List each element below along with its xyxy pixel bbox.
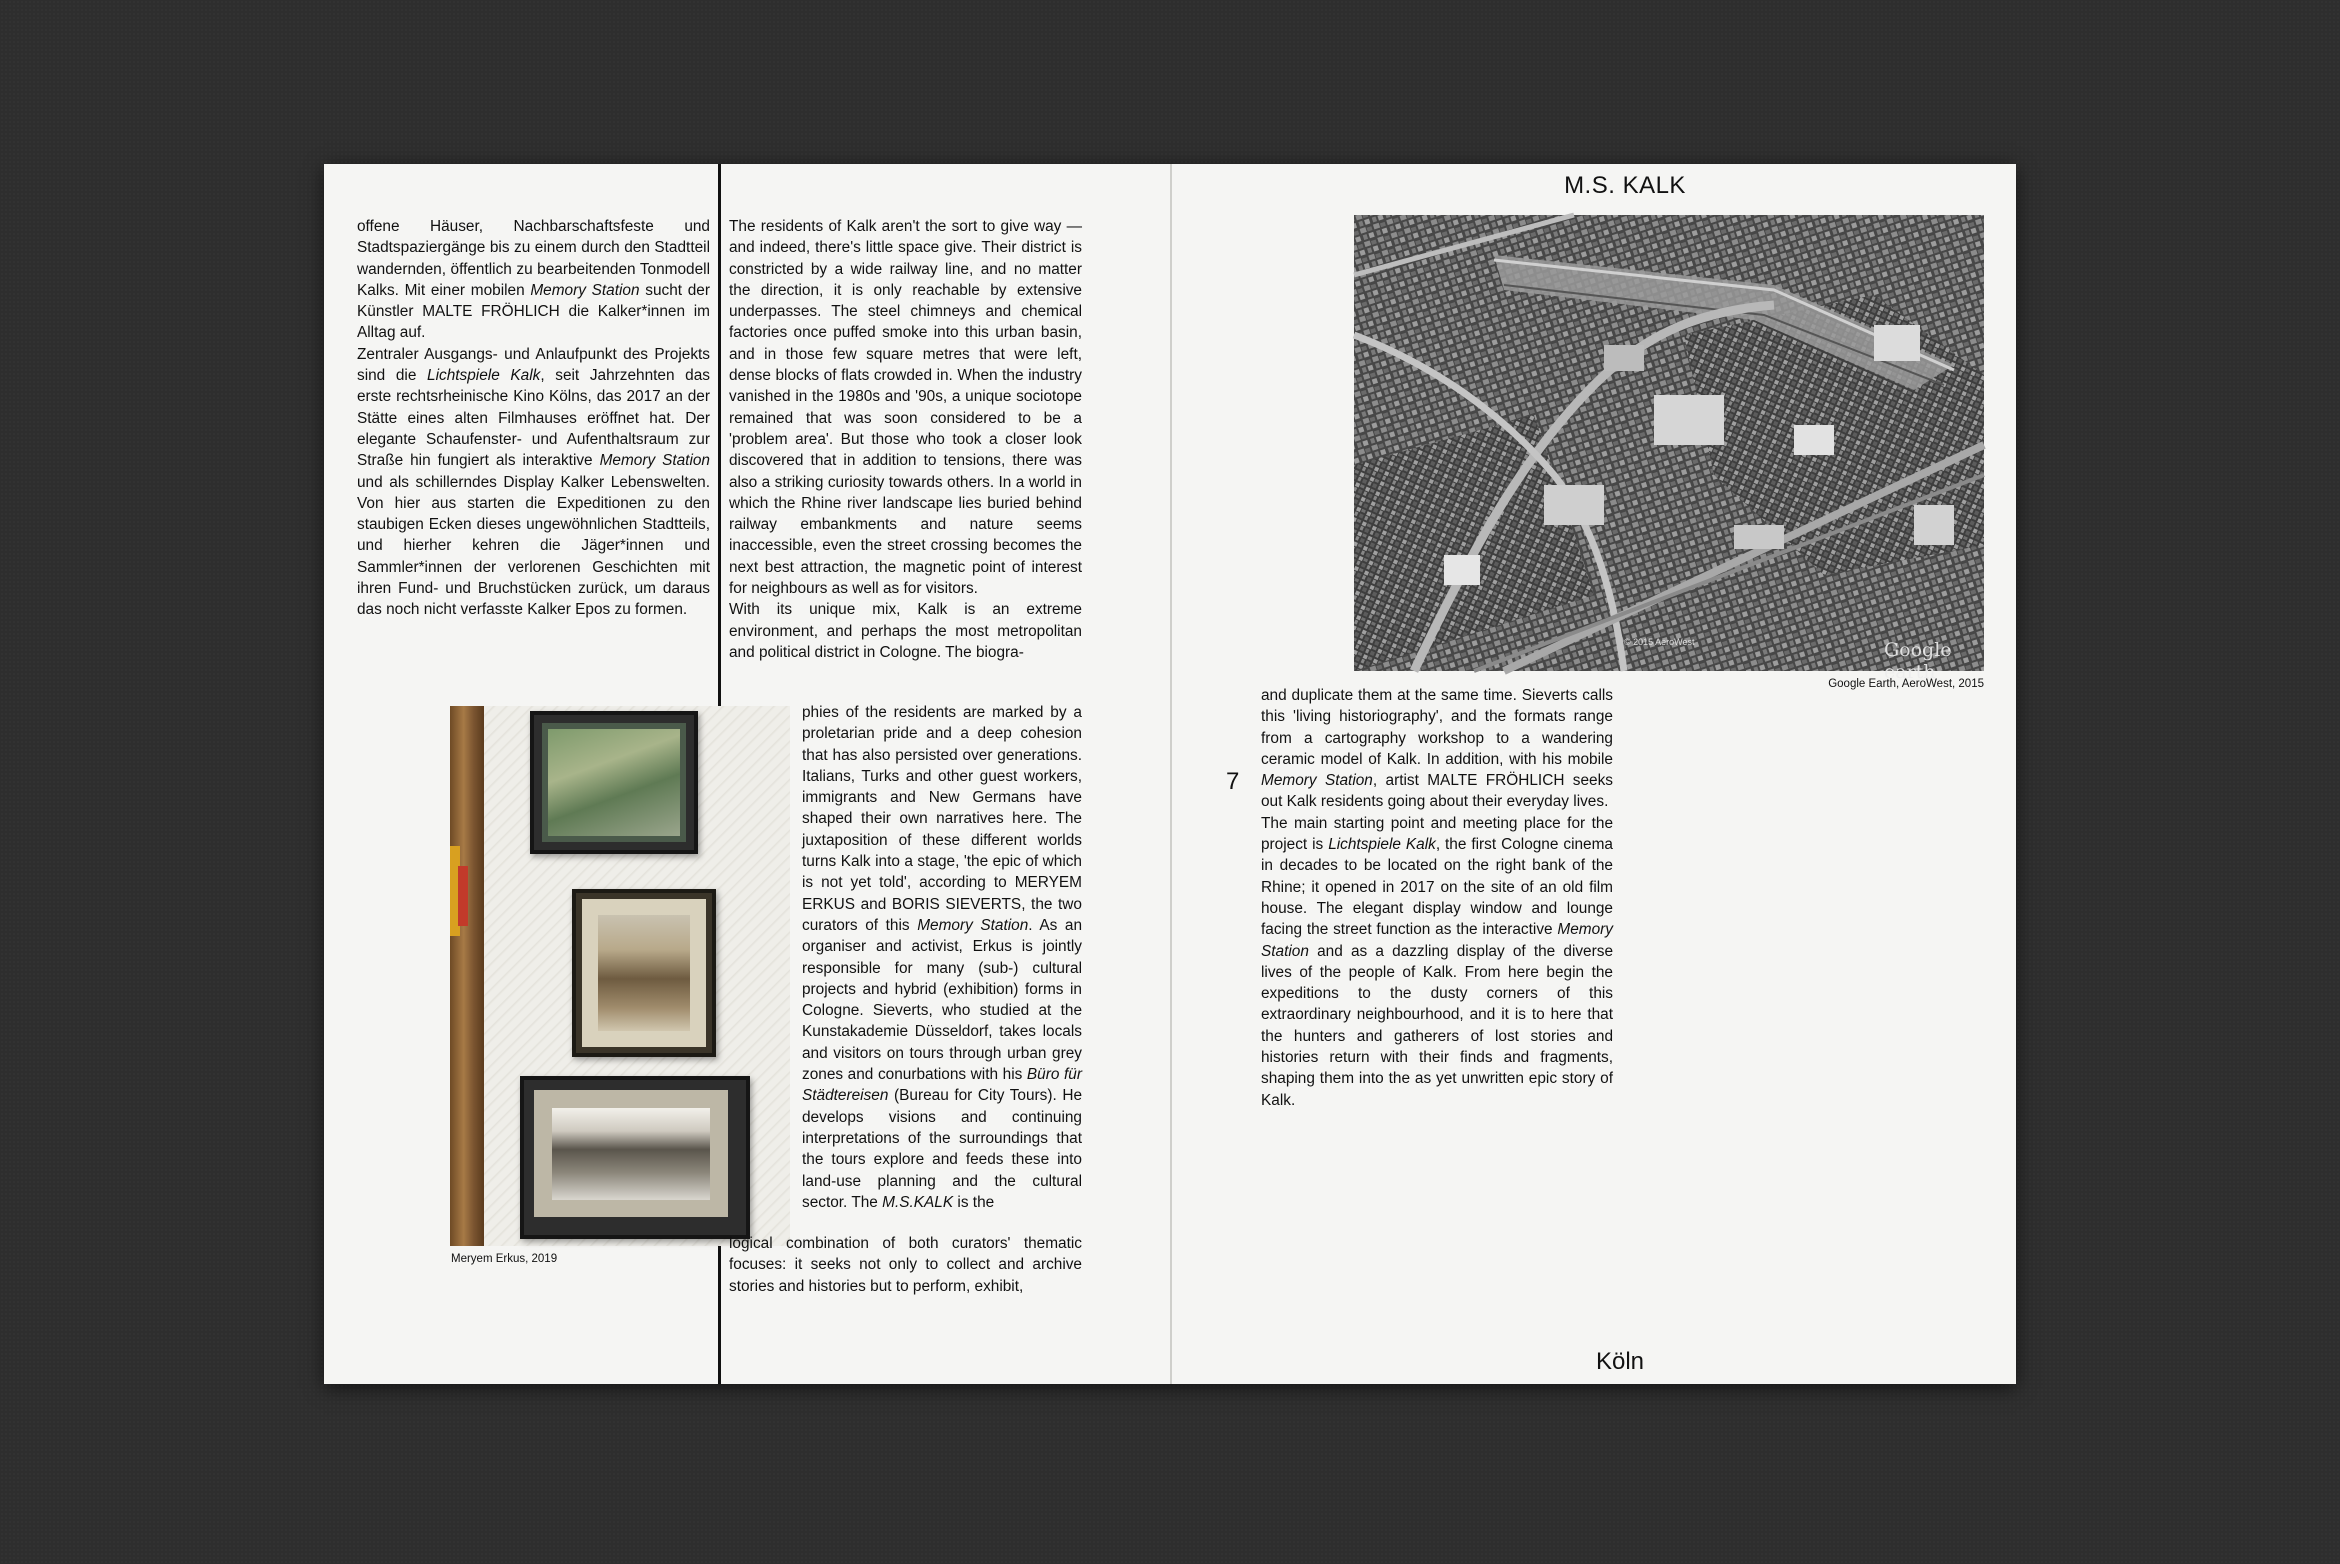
german-text-column [357, 216, 710, 621]
picture-frame-top [530, 711, 698, 854]
english-text-column-top [729, 216, 1082, 663]
german-paragraph-1: offene Häuser, Nachbarschaftsfeste und Stadtspaziergänge bis zu einem durch den Stadtteil wandernden, öffentlich zu bearbeitenden Tonmodell Kalks. Mit einer mobilen Memory Station sucht der Künstler MALTE FRÖHLICH die Kalker*innen im Alltag auf. [357, 218, 710, 342]
english-paragraph-2-wrap: phies of the residents are marked by a proletarian pride and a deep cohesion that has also persisted over generations. Italians, Turks and other guest workers, immigrants and New Germans have shaped their own narratives here. The juxtaposition of these different worlds turns Kalk into a stage, 'the epic of which is not yet told', according to MERYEM ERKUS and BORIS SIEVERTS, the two curators of this Memory Station. As an organiser and activist, Erkus is jointly responsible for many (sub-) cultural projects and hybrid (exhibition) forms in Cologne. Sieverts, who studied at the Kunstakademie Düsseldorf, takes locals and visitors on tours through urban grey zones and conurbations with his Büro für Städtereisen (Bureau for City Tours). He develops visions and continuing interpretations of the surroundings that the tours explore and feeds these into land-use planning and the cultural sector. The M.S.KALK is the [802, 704, 1083, 1211]
english-paragraph-1: The residents of Kalk aren't the sort to give way — and indeed, there's little space give. Their district is constricted by a wide railway line, and no matter the direction, it is only reachable by extensive underpasses. The steel chimneys and chemical factories once puffed smoke into this urban basin, and in those few square metres that were left, dense blocks of flats crowded in. When the industry vanished in the 1980s and '90s, a unique sociotope remained that was soon considered to be a 'problem area'. But those who took a closer look discovered that in addition to tensions, there was also a striking curiosity towards others. In a world in which the Rhine river landscape lies buried behind railway embankments and nature seems inaccessible, even the street crossing becomes the next best attraction, the magnetic point of interest for neighbours as well as for visitors. [729, 218, 1082, 598]
map-watermark: Google earth [1884, 639, 1952, 683]
aerial-map-drawing [1354, 215, 1984, 671]
map-watermark-small: © 2015 AeroWest [1624, 637, 1695, 647]
page-gutter [1170, 164, 1172, 1384]
english-paragraph-2-end: logical combination of both curators' thematic focuses: it seeks not only to collect and archive stories and histories but to perform, exhibit, [729, 1235, 1082, 1295]
picture-frame-middle [572, 889, 716, 1057]
english-text-column-wrap [802, 702, 1082, 1213]
page-number: 7 [1226, 768, 1240, 795]
aerial-photo-kalk [1354, 215, 1984, 683]
english-right-paragraph-2: The main starting point and meeting place for the project is Lichtspiele Kalk, the first Cologne cinema in decades to be located on the right bank of the Rhine; it opened in 2017 on the site of an old film house. The elegant display window and lounge facing the street function as the interactive Memory Station and as a dazzling display of the diverse lives of the people of Kalk. From here begin the expeditions to the dusty corners of this extraordinary neighbourhood, and it is to here that the hunters and gatherers of lost stories and histories return with their finds and fragments, shaping them into the as yet unwritten epic story of Kalk. [1261, 814, 1613, 1109]
english-text-column-right [1261, 685, 1613, 1111]
wooden-door-frame [450, 706, 484, 1246]
photo-caption: Meryem Erkus, 2019 [451, 1253, 558, 1265]
aerial-caption: Google Earth, AeroWest, 2015 [1828, 678, 1984, 690]
english-right-paragraph-1: and duplicate them at the same time. Sieverts calls this 'living historiography', and the formats range from a cartography workshop to a wandering ceramic model of Kalk. In addition, with his mobile Memory Station, artist MALTE FRÖHLICH seeks out Kalk residents going about their everyday lives. [1261, 687, 1613, 811]
english-text-column-bottom [729, 1233, 1082, 1297]
running-header: M.S. KALK [1564, 172, 1686, 199]
english-paragraph-2-start: With its unique mix, Kalk is an extreme environment, and perhaps the most metropolitan and political district in Cologne. The biogra- [729, 601, 1082, 661]
running-footer: Köln [1595, 1348, 1645, 1375]
framed-pictures-photo [450, 706, 790, 1246]
german-paragraph-2: Zentraler Ausgangs- und Anlaufpunkt des Projekts sind die Lichtspiele Kalk, seit Jahrzehnten das erste rechtsrheinische Kino Kölns, das 2017 an der Stätte eines alten Filmhauses eröffnet hat. Der elegante Schaufenster- und Aufenthaltsraum zur Straße hin fungiert als interaktive Memory Station und als schillerndes Display Kalker Lebenswelten. Von hier aus starten die Expeditionen zu den staubigen Ecken dieses ungewöhnlichen Stadtteils, und hierher kehren die Jäger*innen und Sammler*innen der verlorenen Geschichten mit ihren Fund- und Bruchstücken zurück, um daraus das noch nicht verfasste Kalker Epos zu formen. [357, 345, 710, 619]
picture-frame-bottom [520, 1076, 750, 1239]
